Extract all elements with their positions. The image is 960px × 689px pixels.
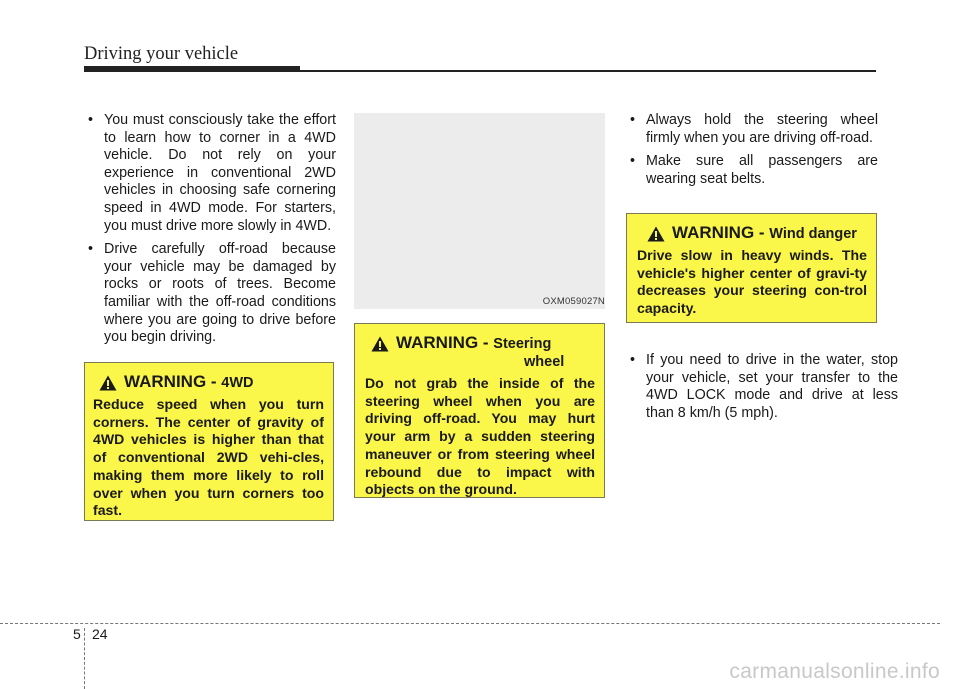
header-rule-thin [300,70,876,72]
warning-title [672,224,857,243]
page-number: 24 [92,626,108,642]
header-rule-thick [84,66,300,72]
warning-subject-line2: wheel [524,354,565,370]
warning-body: Do not grab the inside of the steering wheel when you are driving off-road. You may hurt your arm by a sudden steering maneuver or from steering wheel rebound due to impact with objects on the ground. [365,375,595,498]
footer-rule [0,623,940,624]
left-column [84,112,336,353]
warning-header [99,373,324,392]
right-column [626,112,878,194]
warning-triangle-icon [371,336,389,352]
figure-code: OXM059027N [542,296,605,307]
bullet-offroad-care: • Drive carefully off-road because your vehicle may be damaged by rocks or roots of trees. Become familiar with the off-road conditions where you are going to drive before you begin driving. [84,241,336,347]
warning-box-4wd [84,362,334,521]
bullet-seat-belts: • Make sure all passengers are wearing seat belts. [626,153,878,188]
warning-box-wind [626,213,877,323]
warning-label: WARNING - [124,372,222,391]
warning-body: Drive slow in heavy winds. The vehicle's higher center of gravi-ty decreases your steering con-trol capacity. [637,247,867,317]
page-chapter: 5 [73,626,81,642]
footer-divider [84,628,85,689]
warning-title [396,334,564,371]
watermark-text: carmanualsonline.info [729,660,940,683]
warning-box-steering-wheel [354,323,605,498]
warning-body: Reduce speed when you turn corners. The center of gravity of 4WD vehicles is higher than that of conventional 2WD vehi-cles, making them more likely to roll over when you turn corners too fast. [93,396,324,519]
warning-subject: Wind danger [769,226,857,242]
warning-triangle-icon [99,375,117,391]
bullet-hold-steering: • Always hold the steering wheel firmly when you are driving off-road. [626,112,878,147]
warning-subject-line1: Steering [493,336,552,352]
bullet-water-driving: • If you need to drive in the water, stop your vehicle, set your transfer to the 4WD LOCK mode and drive at less than 8 km/h (5 mph). [626,352,898,422]
bullet-cornering: • You must consciously take the effort to learn how to corner in a 4WD vehicle. Do not rely on your experience in conventional 2WD vehicles in choosing safe cornering speed in 4WD mode. For starters, you must drive more slowly in 4WD. [84,112,336,235]
warning-header [371,334,595,371]
warning-triangle-icon [647,226,665,242]
warning-label: WARNING - [396,333,494,352]
warning-subject: 4WD [221,375,254,391]
warning-title [124,373,254,392]
figure-image [354,113,605,309]
page-header-title: Driving your vehicle [84,44,239,64]
warning-header [647,224,867,243]
warning-label: WARNING - [672,223,770,242]
